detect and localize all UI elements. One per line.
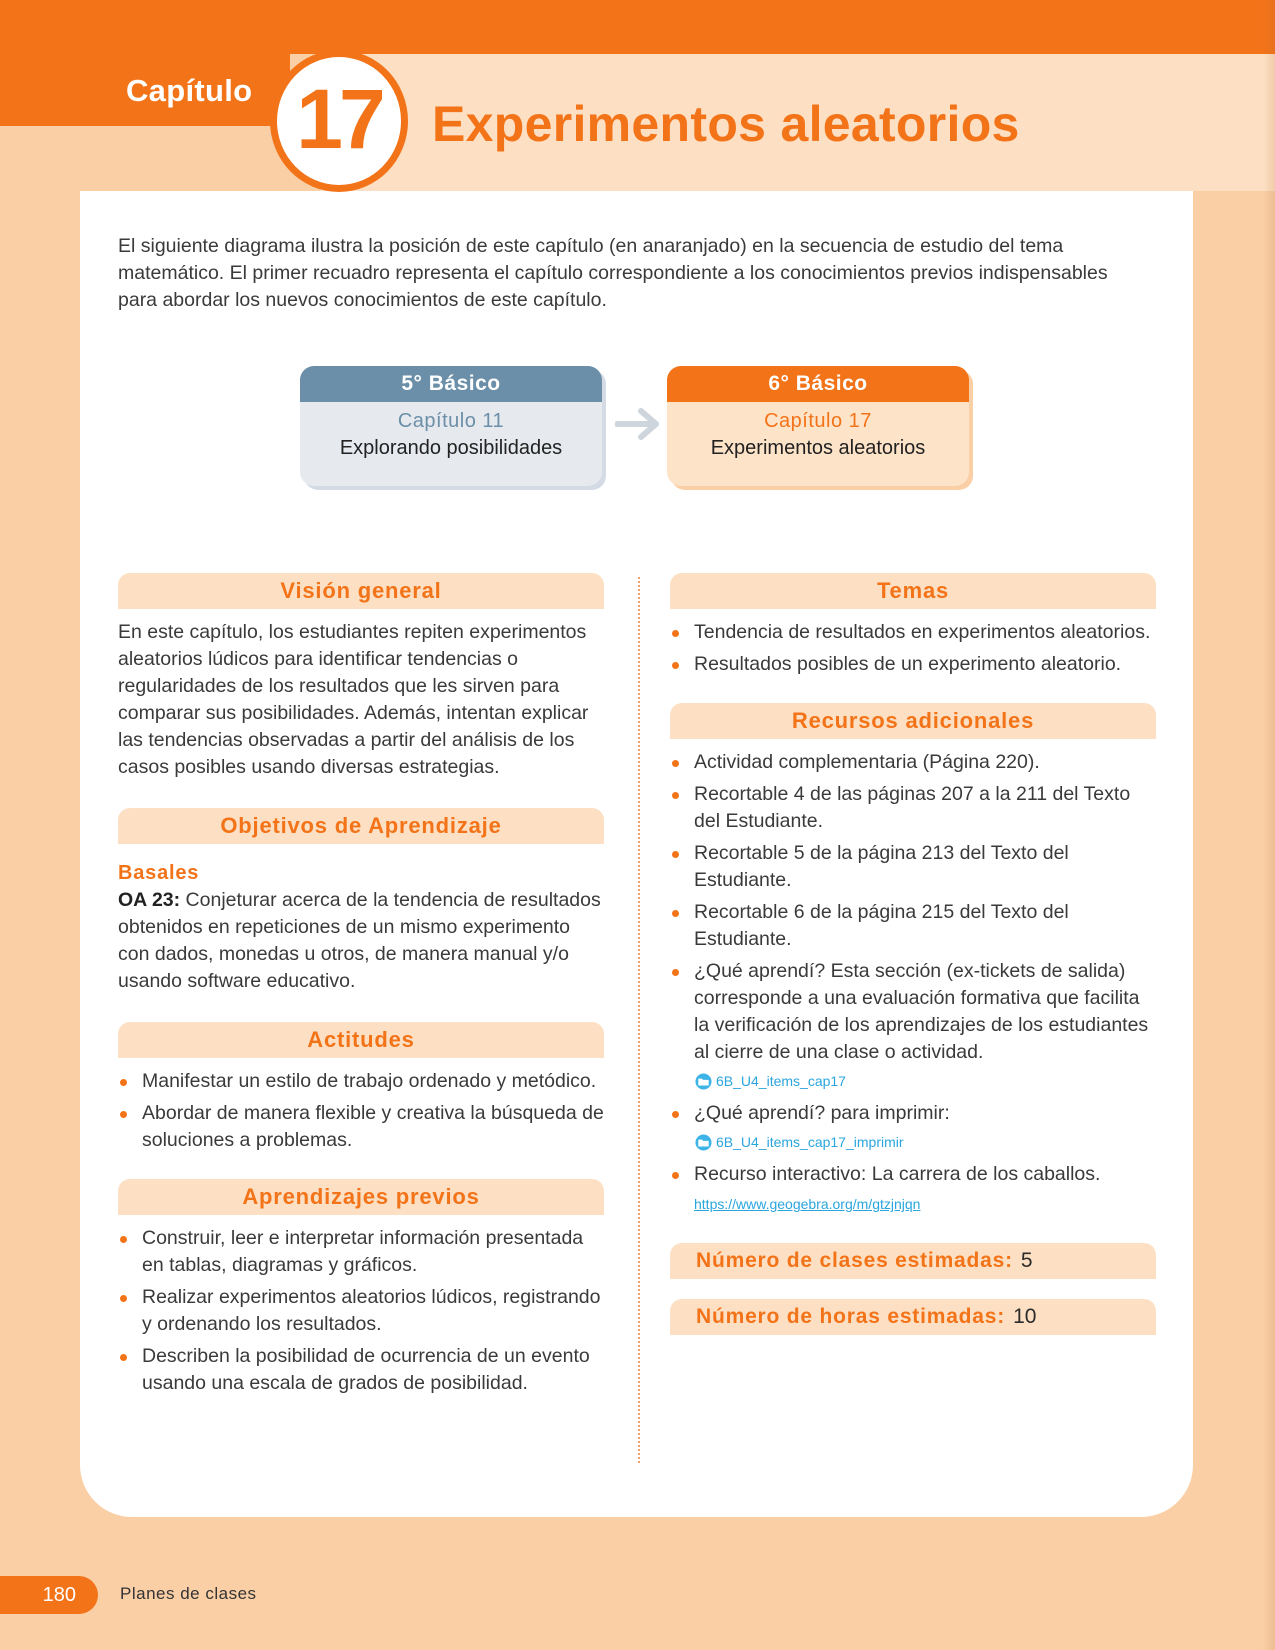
- list-item: Recortable 4 de las páginas 207 a la 211 del Texto del Estudiante.: [670, 781, 1156, 835]
- list-item: Resultados posibles de un experimento aleatorio.: [670, 651, 1156, 678]
- bullet-icon: [672, 910, 679, 917]
- horas-estimadas: [670, 1299, 1156, 1335]
- previos-section: [118, 1179, 604, 1397]
- temas-heading: Temas: [670, 573, 1156, 609]
- list-item: Recurso interactivo: La carrera de los caballos. https://www.geogebra.org/m/gtzjnjqn: [670, 1161, 1156, 1218]
- page-title: Experimentos aleatorios: [432, 96, 1020, 152]
- vision-heading: Visión general: [118, 573, 604, 609]
- previous-chapter: Capítulo 11: [397, 410, 505, 432]
- clases-label: Número de clases estimadas:: [696, 1249, 1013, 1272]
- temas-list: [670, 619, 1156, 678]
- list-item: Actividad complementaria (Página 220).: [670, 749, 1156, 776]
- objetivos-section: [118, 808, 604, 995]
- horas-label: Número de horas estimadas:: [696, 1305, 1006, 1328]
- list-item: Recortable 6 de la página 215 del Texto del Estudiante.: [670, 899, 1156, 953]
- previous-level: 5° Básico: [300, 366, 602, 402]
- intro-paragraph: El siguiente diagrama ilustra la posición de este capítulo (en anaranjado) en la secuencia de estudio del tema matemático. El primer recuadro representa el capítulo correspondiente a los conocimientos previos indispensables para abordar los nuevos conocimientos de este capítulo.: [118, 235, 1108, 311]
- previous-chapter-box: [300, 366, 602, 486]
- bullet-icon: [120, 1295, 127, 1302]
- clases-value: 5: [1020, 1249, 1033, 1272]
- recursos-heading: Recursos adicionales: [670, 703, 1156, 739]
- list-item: Describen la posibilidad de ocurrencia de un evento usando una escala de grados de posibilidad.: [118, 1343, 604, 1397]
- previos-list: [118, 1225, 604, 1397]
- right-column: [670, 573, 1156, 1335]
- footer-section-label: Planes de clases: [120, 1584, 257, 1603]
- list-item: Tendencia de resultados en experimentos aleatorios.: [670, 619, 1156, 646]
- list-item: Construir, leer e interpretar información presentada en tablas, diagramas y gráficos.: [118, 1225, 604, 1279]
- chapter-number-badge: [270, 50, 408, 192]
- left-column: [118, 573, 604, 1402]
- bullet-icon: [672, 662, 679, 669]
- current-chapter-box: [667, 366, 969, 486]
- page-edge-shadow: [1263, 0, 1275, 1650]
- current-chapter: Capítulo 17: [764, 410, 872, 432]
- horas-value: 10: [1013, 1305, 1037, 1328]
- folder-icon: [694, 1073, 713, 1090]
- file-link-items[interactable]: 6B_U4_items_cap17: [694, 1068, 1156, 1095]
- bullet-icon: [672, 969, 679, 976]
- objetivo-text: [118, 887, 604, 995]
- header-bar: [0, 0, 1275, 54]
- bullet-icon: [120, 1236, 127, 1243]
- right-arrow-icon: [615, 408, 661, 440]
- chapter-number: 17: [296, 71, 382, 166]
- objetivos-heading: Objetivos de Aprendizaje: [118, 808, 604, 844]
- actitudes-heading: Actitudes: [118, 1022, 604, 1058]
- page-number: 180: [0, 1576, 98, 1614]
- list-item: Manifestar un estilo de trabajo ordenado y metódico.: [118, 1068, 604, 1095]
- basales-subheading: Basales: [118, 862, 200, 884]
- temas-section: [670, 573, 1156, 678]
- bullet-icon: [672, 1172, 679, 1179]
- geogebra-link[interactable]: https://www.geogebra.org/m/gtzjnjqn: [694, 1196, 921, 1212]
- vision-section: [118, 573, 604, 781]
- recursos-list: [670, 749, 1156, 1218]
- list-item: Abordar de manera flexible y creativa la búsqueda de soluciones a problemas.: [118, 1100, 604, 1154]
- file-link-imprimir[interactable]: 6B_U4_items_cap17_imprimir: [694, 1129, 1156, 1156]
- current-level: 6° Básico: [667, 366, 969, 402]
- recursos-section: [670, 703, 1156, 1218]
- objetivo-code: OA 23:: [118, 889, 181, 911]
- current-chapter-name: Experimentos aleatorios: [710, 437, 926, 459]
- previous-chapter-name: Explorando posibilidades: [339, 437, 563, 459]
- bullet-icon: [672, 1111, 679, 1118]
- list-item: ¿Qué aprendí? Esta sección (ex-tickets de salida) corresponde a una evaluación formativa que facilita la verificación de los aprendizajes de los estudiantes al cierre de una clase o actividad. 6B_U4_items_cap17: [670, 958, 1156, 1095]
- bullet-icon: [672, 851, 679, 858]
- column-divider: [638, 577, 640, 1463]
- actitudes-list: [118, 1068, 604, 1154]
- previos-heading: Aprendizajes previos: [118, 1179, 604, 1215]
- vision-text: En este capítulo, los estudiantes repiten experimentos aleatorios lúdicos para identificar tendencias o regularidades de los resultados que les sirven para comparar sus posibilidades. Además, intentan explicar las tendencias observadas a partir del análisis de los casos posibles usando diversas estrategias.: [118, 621, 589, 778]
- objetivo-description: Conjeturar acerca de la tendencia de resultados obtenidos en repeticiones de un mismo experimento con dados, monedas u otros, de manera manual y/o usando software educativo.: [118, 889, 601, 992]
- list-item: Realizar experimentos aleatorios lúdicos, registrando y ordenando los resultados.: [118, 1284, 604, 1338]
- chapter-label: Capítulo: [126, 73, 253, 108]
- bullet-icon: [672, 760, 679, 767]
- bullet-icon: [120, 1354, 127, 1361]
- actitudes-section: [118, 1022, 604, 1154]
- folder-icon: [694, 1134, 713, 1151]
- list-item: ¿Qué aprendí? para imprimir: 6B_U4_items_cap17_imprimir: [670, 1100, 1156, 1156]
- clases-estimadas: [670, 1243, 1156, 1279]
- list-item: Recortable 5 de la página 213 del Texto del Estudiante.: [670, 840, 1156, 894]
- bullet-icon: [120, 1111, 127, 1118]
- bullet-icon: [672, 792, 679, 799]
- bullet-icon: [120, 1079, 127, 1086]
- bullet-icon: [672, 630, 679, 637]
